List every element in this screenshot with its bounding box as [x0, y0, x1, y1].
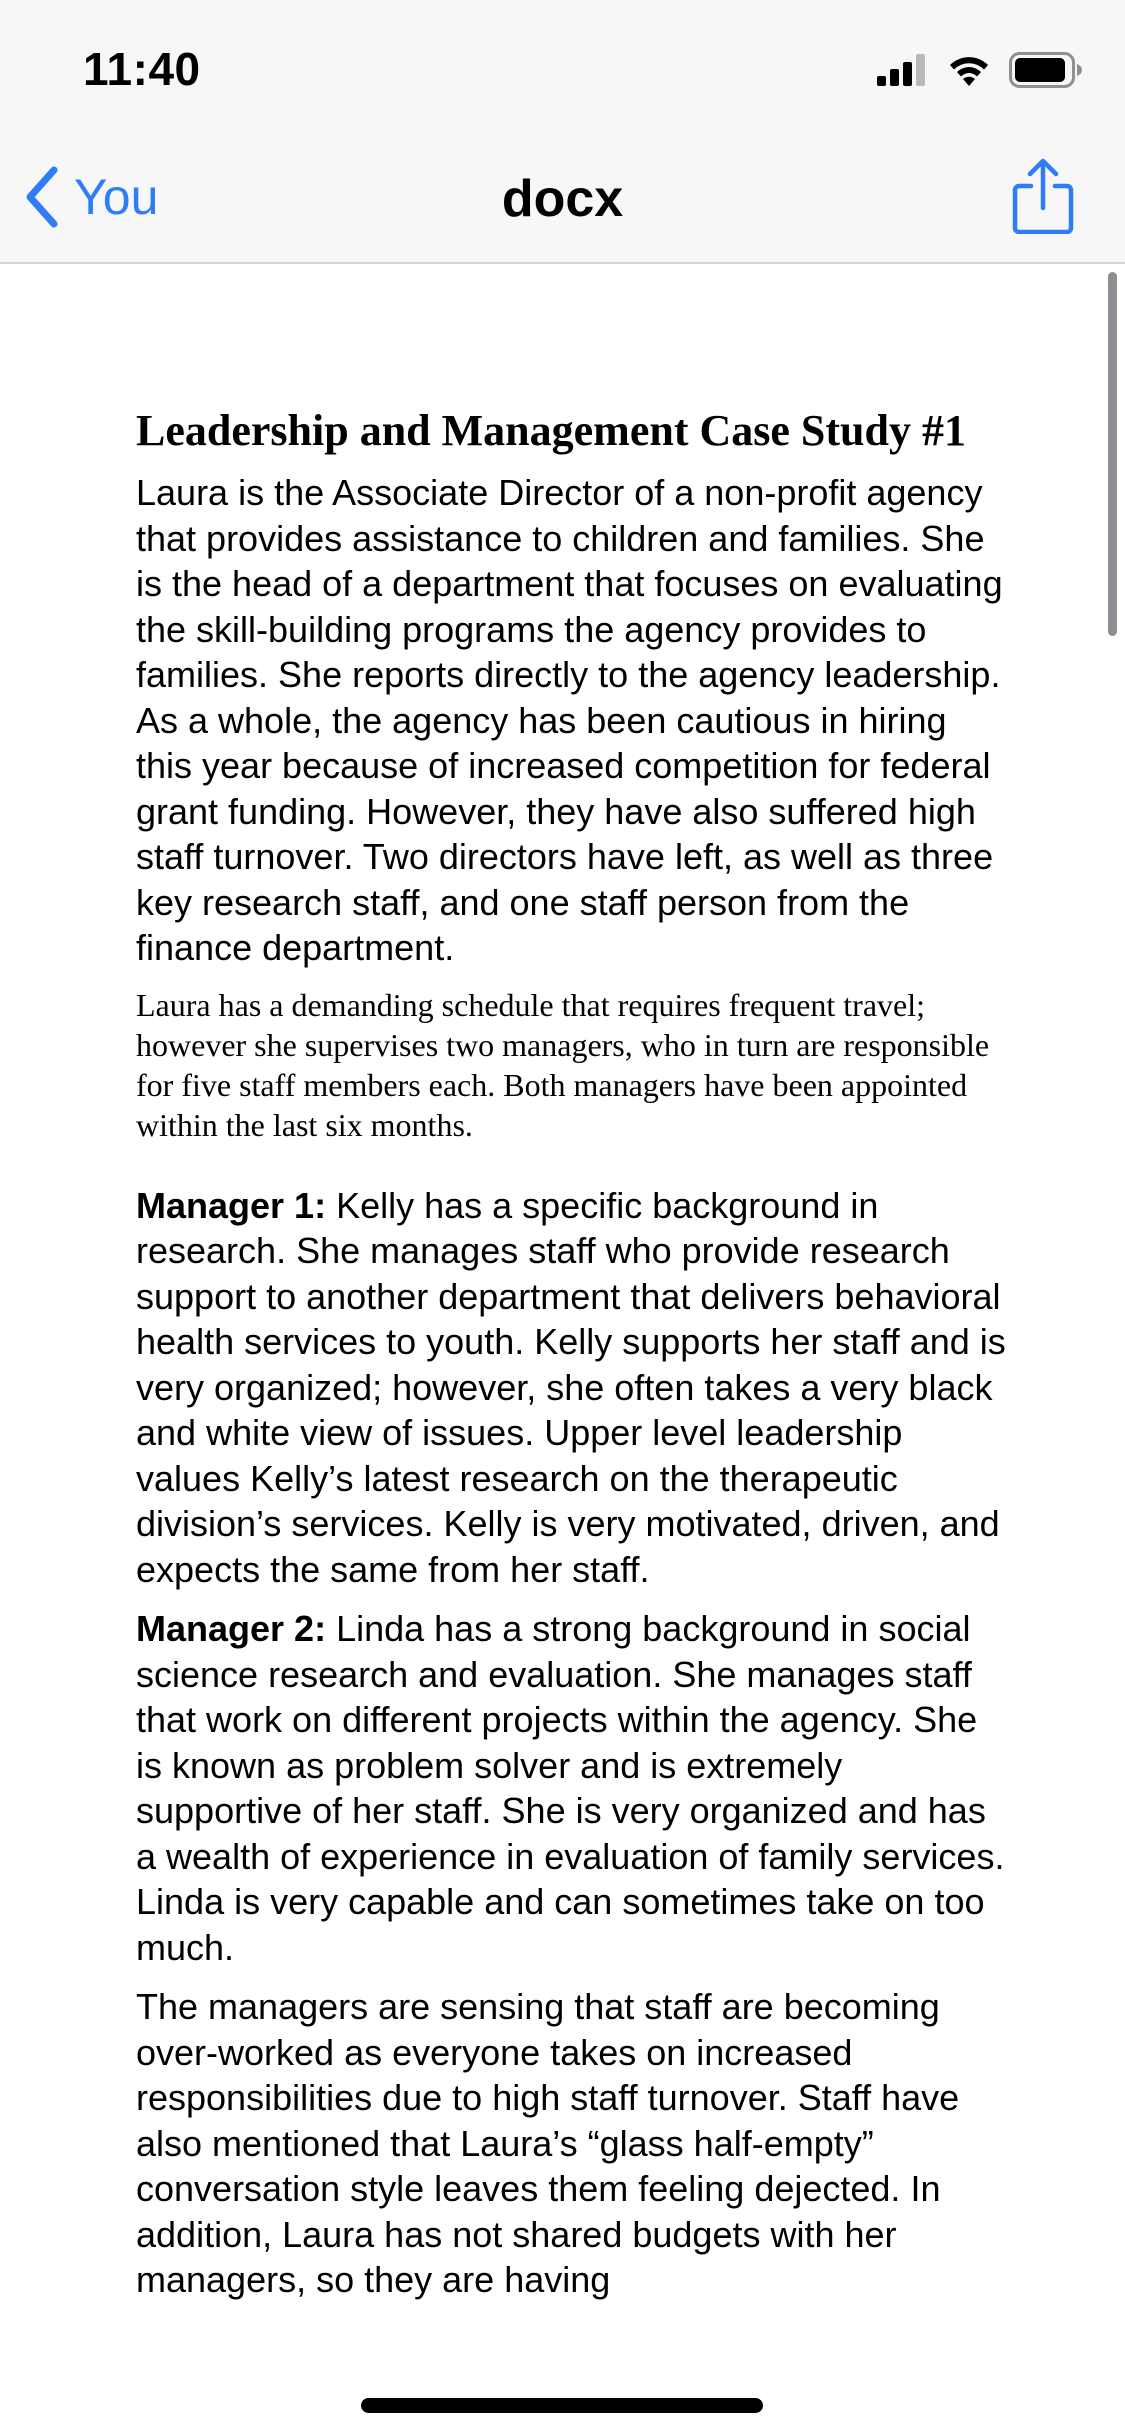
home-indicator[interactable] — [361, 2398, 763, 2413]
battery-icon — [1009, 52, 1083, 88]
case-study-title: Leadership and Management Case Study #1 — [136, 406, 966, 455]
scroll-indicator[interactable] — [1108, 272, 1117, 636]
share-button[interactable] — [1011, 158, 1075, 234]
manager-2-text: Linda has a strong background in social science research and evaluation. She manages staff that work on different projects within the agency. She is known as problem solver and is extremely supportive of her staff. She is very organized and has a wealth of experience in evaluation of family services. Linda is very capable and can sometimes take on too much. — [136, 1608, 1005, 1968]
status-icons — [877, 50, 1083, 90]
share-icon — [1011, 158, 1075, 234]
cellular-signal-icon — [877, 54, 929, 86]
manager-1-text: Kelly has a specific background in research. She manages staff who provide research support to another department that delivers behavioral health services to youth. Kelly supports her staff and is very organized; however, she often takes a very black and white view of issues. Upper level leadership values Kelly’s latest research on the therapeutic division’s services. Kelly is very motivated, driven, and expects the same from her staff. — [136, 1184, 1006, 1590]
schedule-paragraph: Laura has a demanding schedule that requires frequent travel; however she supervises two managers, who in turn are responsible for five staff members each. Both managers have been appointed within the last six months. — [136, 986, 990, 1143]
manager-2-paragraph — [136, 1606, 1006, 1970]
back-label: You — [74, 169, 159, 225]
manager-1-label: Manager 1: — [136, 1184, 327, 1226]
wifi-icon — [947, 53, 991, 87]
document-title: docx — [501, 170, 624, 228]
status-bar — [0, 0, 1125, 132]
navigation-bar — [0, 132, 1125, 264]
status-time: 11:40 — [83, 43, 201, 95]
intro-paragraph: Laura is the Associate Director of a non-profit agency that provides assistance to children and families. She is the head of a department that focuses on evaluating the skill-building programs the agency provides to families. She reports directly to the agency leadership. As a whole, the agency has been cautious in hiring this year because of increased competition for federal grant funding. However, they have also suffered high staff turnover. Two directors have left, as well as three key research staff, and one staff person from the finance department. — [136, 472, 1003, 968]
manager-1-paragraph — [136, 1183, 1006, 1593]
manager-2-label: Manager 2: — [136, 1608, 327, 1649]
closing-paragraph: The managers are sensing that staff are becoming over-worked as everyone takes on increased responsibilities due to high staff turnover. Staff have also mentioned that Laura’s “glass half-empty” conversation style leaves them feeling dejected. In addition, Laura has not shared budgets with her managers, so they are having — [136, 1986, 960, 2300]
document-content — [136, 404, 1006, 2323]
